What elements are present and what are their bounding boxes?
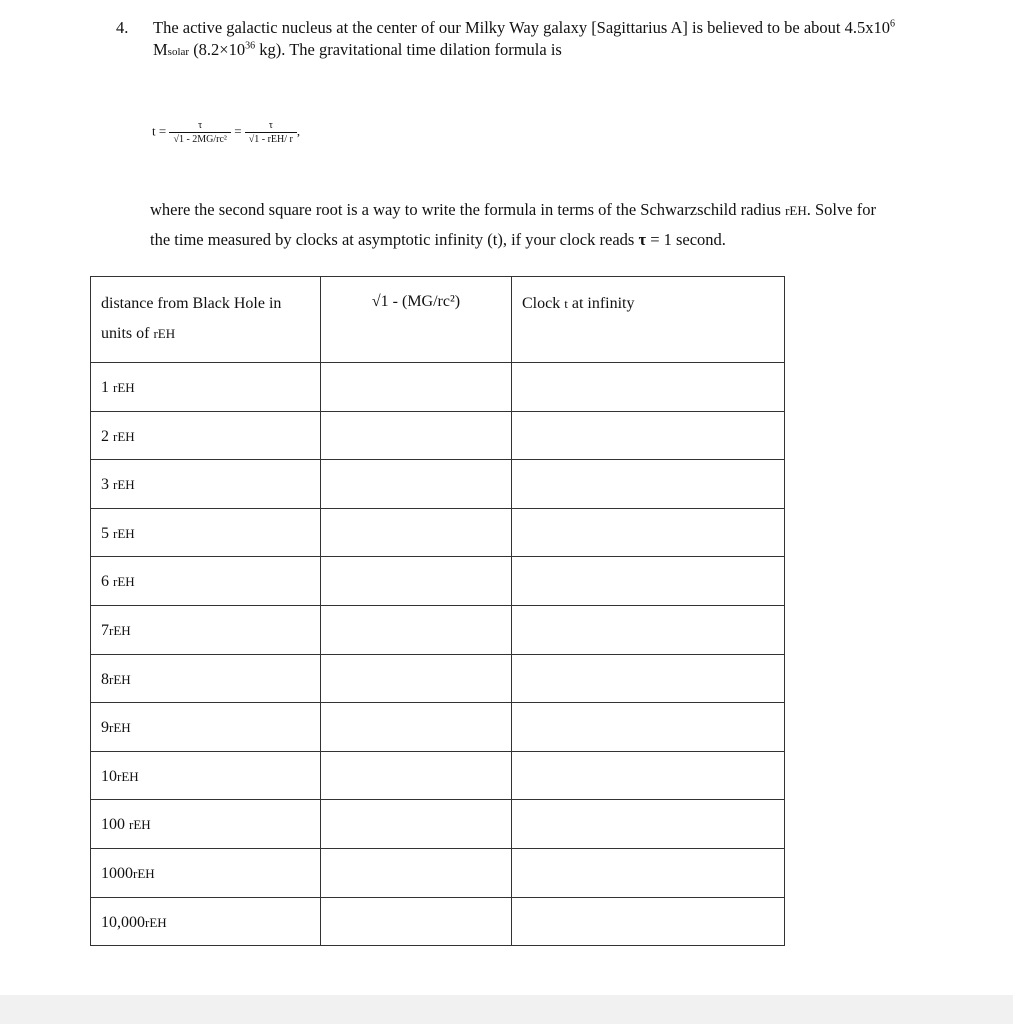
sqrt-answer-cell[interactable] [321, 654, 512, 703]
table-row [91, 460, 785, 509]
distance-cell [91, 605, 321, 654]
clock-answer-cell[interactable] [512, 411, 785, 460]
distance-value: 10,000 [101, 913, 145, 931]
header-clock [512, 277, 785, 363]
table-row [91, 411, 785, 460]
clock-answer-cell[interactable] [512, 800, 785, 849]
distance-value: 2 [101, 427, 113, 445]
instr-line1: where the second square root is a way to write the formula in terms of the Schwarzschild radius [150, 200, 786, 219]
reh-symbol: rEH [109, 720, 131, 736]
bottom-band [0, 995, 1013, 1024]
exponent: 36 [245, 40, 256, 52]
distance-value: 1000 [101, 864, 133, 882]
clock-answer-cell[interactable] [512, 897, 785, 946]
answer-table [90, 276, 785, 946]
exponent: 6 [889, 18, 895, 30]
distance-cell [91, 460, 321, 509]
sqrt-answer-cell[interactable] [321, 460, 512, 509]
distance-value: 5 [101, 524, 113, 542]
reh-symbol: rEH [145, 914, 167, 930]
sqrt-answer-cell[interactable] [321, 848, 512, 897]
tau-symbol: τ [638, 230, 647, 249]
distance-cell [91, 654, 321, 703]
sqrt-answer-cell[interactable] [321, 363, 512, 412]
distance-value: 7 [101, 621, 109, 639]
distance-value: 10 [101, 767, 117, 785]
reh-symbol: rEH [113, 574, 135, 590]
solar-subscript: solar [167, 46, 190, 58]
clock-answer-cell[interactable] [512, 654, 785, 703]
clock-answer-cell[interactable] [512, 703, 785, 752]
clock-answer-cell[interactable] [512, 605, 785, 654]
fraction-2 [245, 120, 297, 145]
denominator: √1 - 2MG/rc² [169, 132, 230, 145]
reh-symbol: rEH [113, 525, 135, 541]
header-text: at infinity [567, 295, 635, 312]
reh-symbol: rEH [113, 428, 135, 444]
denominator: √1 - rEH/ r [245, 132, 297, 145]
distance-value: 100 [101, 816, 129, 834]
distance-value: 9 [101, 719, 109, 737]
equals: = [234, 123, 242, 139]
table-row [91, 848, 785, 897]
sqrt-answer-cell[interactable] [321, 605, 512, 654]
sqrt-answer-cell[interactable] [321, 800, 512, 849]
sqrt-answer-cell[interactable] [321, 703, 512, 752]
question-line2-end: kg). The gravitational time dilation formula is [255, 40, 562, 59]
reh-symbol: rEH [117, 768, 139, 784]
sqrt-answer-cell[interactable] [321, 508, 512, 557]
question-line1: The active galactic nucleus at the center of our Milky Way galaxy [Sagittarius A] is believed to be about 4.5x10 [153, 18, 890, 37]
formula-lhs: t = [152, 123, 167, 139]
comma: , [296, 123, 301, 139]
table-row [91, 508, 785, 557]
clock-answer-cell[interactable] [512, 508, 785, 557]
mass-symbol: M [153, 40, 168, 59]
header-text: units of [101, 325, 154, 342]
distance-cell [91, 557, 321, 606]
distance-value: 3 [101, 476, 113, 494]
distance-cell [91, 800, 321, 849]
sqrt-answer-cell[interactable] [321, 751, 512, 800]
header-text: distance from Black Hole in [101, 295, 282, 312]
clock-answer-cell[interactable] [512, 460, 785, 509]
distance-value: 6 [101, 573, 113, 591]
reh-symbol: rEH [129, 817, 151, 833]
distance-cell [91, 411, 321, 460]
reh-symbol: rEH [113, 477, 135, 493]
reh-symbol: rEH [109, 622, 131, 638]
reh-symbol: rEH [113, 380, 135, 395]
table-row [91, 800, 785, 849]
distance-cell [91, 508, 321, 557]
numerator: τ [268, 120, 273, 131]
instructions [150, 195, 1000, 254]
reh-symbol: rEH [133, 865, 155, 881]
instr-line2-end: = 1 second. [646, 230, 726, 249]
sqrt-answer-cell[interactable] [321, 897, 512, 946]
header-text: Clock [522, 295, 565, 312]
distance-cell [91, 703, 321, 752]
question-line2: (8.2×10 [189, 40, 246, 59]
distance-cell [91, 363, 321, 412]
clock-answer-cell[interactable] [512, 363, 785, 412]
header-distance [91, 277, 321, 363]
table-row [91, 703, 785, 752]
table-row [91, 897, 785, 946]
reh-symbol: rEH [785, 203, 807, 218]
table-row [91, 363, 785, 412]
instr-line2: the time measured by clocks at asymptotic infinity (t), if your clock reads [150, 230, 639, 249]
header-sqrt: √1 - (MG/rc²) [321, 277, 512, 363]
question-text [153, 17, 993, 63]
table-row [91, 557, 785, 606]
numerator: τ [198, 120, 203, 131]
question-number: 4. [116, 18, 129, 37]
table-row [91, 751, 785, 800]
instr-line1-end: . Solve for [806, 200, 876, 219]
sqrt-answer-cell[interactable] [321, 557, 512, 606]
t-symbol: t [564, 296, 568, 311]
reh-symbol: rEH [153, 326, 176, 341]
distance-value: 8 [101, 670, 109, 688]
fraction-1 [169, 120, 230, 145]
distance-cell [91, 848, 321, 897]
distance-cell [91, 897, 321, 946]
clock-answer-cell[interactable] [512, 557, 785, 606]
sqrt-answer-cell[interactable] [321, 411, 512, 460]
dilation-formula [152, 120, 300, 145]
table-row [91, 605, 785, 654]
table-row [91, 654, 785, 703]
distance-cell [91, 751, 321, 800]
distance-value: 1 [101, 379, 113, 396]
clock-answer-cell[interactable] [512, 751, 785, 800]
reh-symbol: rEH [109, 671, 131, 687]
table-header-row [91, 277, 785, 363]
clock-answer-cell[interactable] [512, 848, 785, 897]
